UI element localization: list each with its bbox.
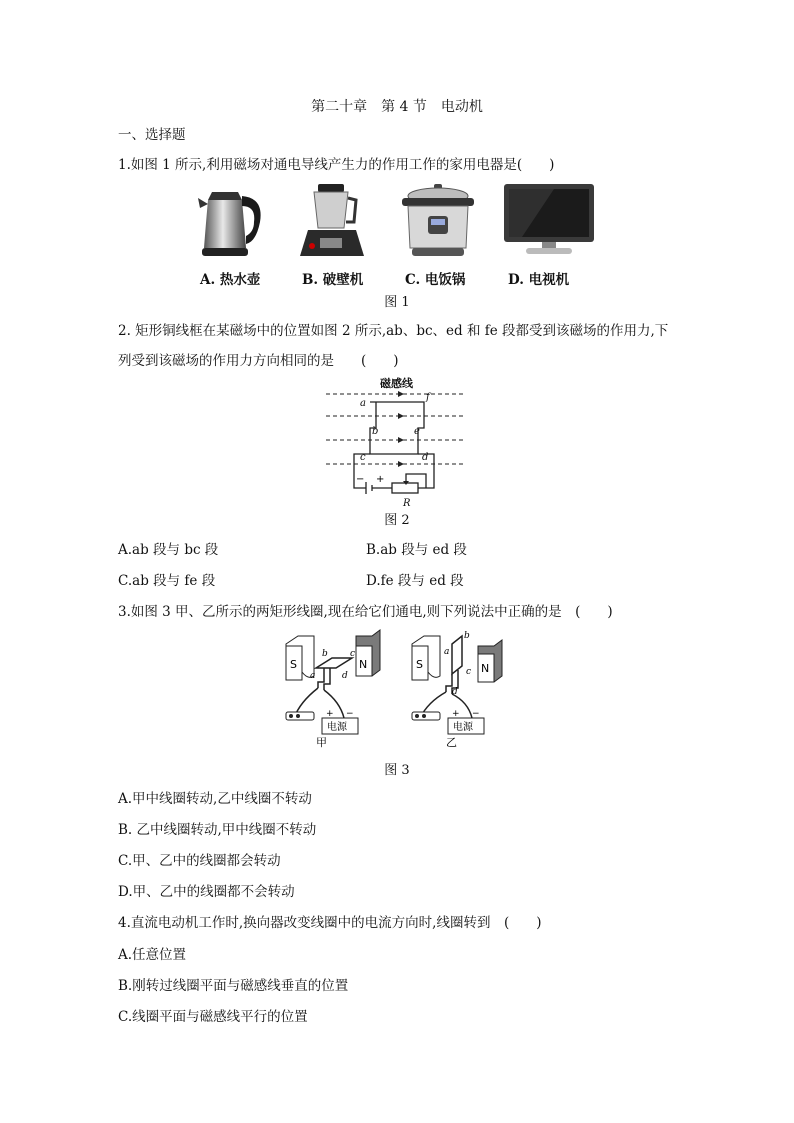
q1-stem: 1.如图 1 所示,利用磁场对通电导线产生力的作用工作的家用电器是( ): [118, 157, 555, 173]
q3-option-d: D.甲、乙中的线圈都不会转动: [118, 884, 295, 900]
right-point-c: c: [466, 667, 472, 677]
left-point-c: c: [350, 649, 356, 659]
battery-plus: +: [376, 474, 385, 485]
left-point-d: d: [342, 671, 348, 681]
left-point-b: b: [322, 649, 328, 659]
q4-stem: 4.直流电动机工作时,换向器改变线圈中的电流方向时,线圈转到 ( ): [118, 915, 542, 931]
q2-option-d: D.fe 段与 ed 段: [366, 573, 464, 589]
rice-cooker-icon: [400, 182, 476, 262]
battery-minus: −: [356, 474, 365, 485]
point-e: e: [414, 426, 420, 437]
point-c: c: [360, 452, 366, 463]
left-plus: +: [326, 709, 334, 719]
point-a: a: [360, 398, 366, 409]
right-figure-label: 乙: [446, 736, 457, 749]
q1-option-b: B. 破壁机: [302, 272, 364, 288]
right-point-b: b: [464, 631, 470, 641]
q3-option-a: A.甲中线圈转动,乙中线圈不转动: [118, 791, 312, 807]
right-point-d: d: [452, 687, 458, 697]
blender-icon: [298, 182, 370, 262]
left-n-pole: N: [359, 658, 368, 671]
q3-option-b: B. 乙中线圈转动,甲中线圈不转动: [118, 822, 317, 838]
point-f: f: [426, 392, 430, 403]
figure-3-caption: 图 3: [384, 763, 410, 778]
left-point-a: a: [310, 671, 316, 681]
right-point-a: a: [444, 647, 450, 657]
page-title: 第二十章 第 4 节 电动机: [311, 99, 483, 115]
resistor-label: R: [403, 498, 411, 509]
figure-3-right: [406, 632, 516, 750]
q4-option-b: B.刚转过线圈平面与磁感线垂直的位置: [118, 978, 349, 994]
figure-2-circuit: [326, 388, 466, 509]
point-b: b: [372, 426, 379, 437]
right-s-pole: S: [416, 658, 423, 671]
q1-option-a: A. 热水壶: [200, 272, 261, 288]
left-power-label: 电源: [327, 722, 347, 733]
left-minus: −: [346, 709, 354, 719]
figure-2-caption: 图 2: [384, 513, 410, 528]
right-n-pole: N: [481, 662, 490, 675]
figure-1-caption: 图 1: [384, 295, 410, 310]
q2-stem-line1: 2. 矩形铜线框在某磁场中的位置如图 2 所示,ab、bc、ed 和 fe 段都受到该磁场的作用力,下: [118, 323, 669, 339]
q4-option-c: C.线圈平面与磁感线平行的位置: [118, 1009, 308, 1025]
field-lines-label: 磁感线: [380, 377, 413, 390]
q2-option-a: A.ab 段与 bc 段: [118, 542, 219, 558]
figure-3-left: [280, 632, 390, 750]
q2-option-c: C.ab 段与 fe 段: [118, 573, 216, 589]
q2-stem-line2: 列受到该磁场的作用力方向相同的是 ( ): [118, 353, 399, 369]
left-s-pole: S: [290, 658, 297, 671]
left-figure-label: 甲: [316, 736, 327, 749]
right-minus: −: [472, 709, 480, 719]
right-plus: +: [452, 709, 460, 719]
tv-icon: [502, 182, 596, 262]
right-power-label: 电源: [453, 722, 473, 733]
section-heading: 一、选择题: [118, 127, 186, 143]
point-d: d: [422, 452, 429, 463]
q1-option-d: D. 电视机: [508, 272, 570, 288]
q3-option-c: C.甲、乙中的线圈都会转动: [118, 853, 281, 869]
q3-stem: 3.如图 3 甲、乙所示的两矩形线圈,现在给它们通电,则下列说法中正确的是 ( ): [118, 604, 613, 620]
q2-option-b: B.ab 段与 ed 段: [366, 542, 467, 558]
kettle-icon: [196, 182, 268, 262]
q1-option-c: C. 电饭锅: [405, 272, 466, 288]
q4-option-a: A.任意位置: [118, 947, 187, 963]
